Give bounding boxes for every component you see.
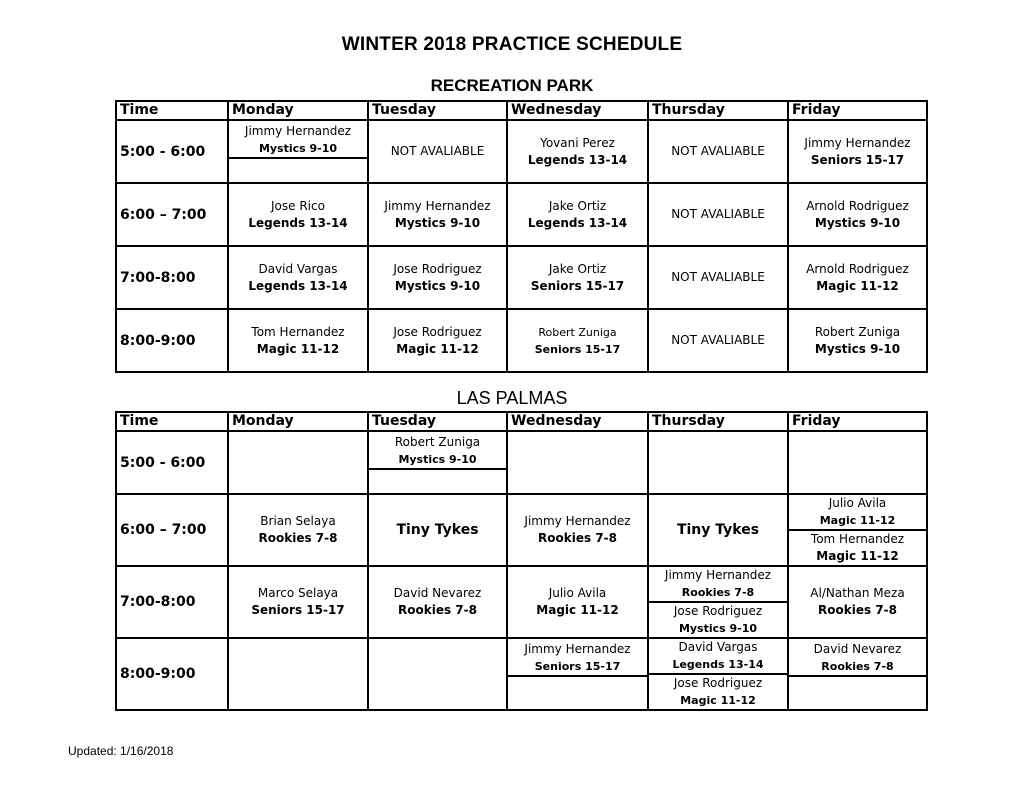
time-slot: 8:00-9:00 — [116, 638, 228, 710]
table-row — [116, 638, 927, 710]
schedule-cell — [368, 120, 507, 183]
coach-name: Jimmy Hernandez — [244, 124, 352, 138]
team-name: Mystics 9-10 — [398, 453, 477, 466]
not-available-label: NOT AVALIABLE — [390, 144, 485, 158]
header-wednesday: Wednesday — [507, 412, 648, 431]
coach-name: Arnold Rodriguez — [806, 198, 909, 213]
coach-name: Jake Ortiz — [548, 261, 607, 276]
not-available-label: NOT AVALIABLE — [671, 144, 765, 158]
schedule-cell — [507, 246, 648, 309]
schedule-cell — [368, 246, 507, 309]
schedule-cell-empty — [228, 431, 368, 494]
time-slot: 5:00 - 6:00 — [116, 431, 228, 494]
schedule-cell-empty — [368, 638, 507, 710]
coach-name: Marco Selaya — [257, 586, 339, 600]
team-name: Seniors 15-17 — [534, 660, 621, 673]
coach-name: Jimmy Hernandez — [524, 642, 631, 656]
coach-name: Robert Zuniga — [814, 324, 901, 339]
coach-name: Tom Hernandez — [810, 532, 905, 546]
schedule-cell-empty — [507, 431, 648, 494]
header-monday: Monday — [228, 101, 368, 120]
schedule-cell — [228, 494, 368, 566]
header-wednesday: Wednesday — [507, 101, 648, 120]
team-name: Rookies 7-8 — [821, 660, 894, 673]
header-friday: Friday — [788, 101, 927, 120]
schedule-cell — [228, 120, 368, 183]
coach-name: Jimmy Hernandez — [804, 135, 911, 150]
team-name: Magic 11-12 — [816, 278, 899, 293]
time-slot: 7:00-8:00 — [116, 246, 228, 309]
schedule-cell — [507, 566, 648, 638]
team-name: Rookies 7-8 — [258, 531, 338, 545]
coach-name: Jose Rodriguez — [393, 324, 482, 339]
recreation-park-title: RECREATION PARK — [430, 76, 594, 95]
team-name: Mystics 9-10 — [814, 215, 901, 230]
team-name: Mystics 9-10 — [258, 142, 338, 155]
coach-name: Jimmy Hernandez — [384, 198, 491, 213]
coach-name: Jake Ortiz — [548, 198, 607, 213]
team-name: Seniors 15-17 — [251, 603, 345, 617]
schedule-cell — [788, 566, 927, 638]
coach-name: David Vargas — [678, 640, 758, 654]
header-monday: Monday — [228, 412, 368, 431]
team-name: Rookies 7-8 — [538, 531, 617, 545]
las-palmas-schedule-table — [115, 411, 928, 711]
schedule-cell — [788, 246, 927, 309]
header-row — [116, 101, 927, 120]
not-available-label: NOT AVALIABLE — [671, 333, 765, 347]
team-name: Magic 11-12 — [256, 341, 340, 356]
team-name: Magic 11-12 — [680, 694, 756, 707]
coach-name: David Vargas — [258, 261, 338, 276]
schedule-cell — [228, 246, 368, 309]
header-friday: Friday — [788, 412, 927, 431]
team-name: Mystics 9-10 — [394, 215, 481, 230]
team-name: Mystics 9-10 — [394, 278, 481, 293]
team-name: Rookies 7-8 — [818, 603, 897, 617]
not-available-label: NOT AVALIABLE — [671, 270, 765, 284]
team-name: Legends 13-14 — [527, 215, 628, 230]
schedule-cell-empty — [648, 431, 788, 494]
team-name: Magic 11-12 — [396, 341, 479, 356]
header-thursday: Thursday — [648, 101, 788, 120]
coach-name: Jose Rodriguez — [673, 676, 763, 690]
team-name: Mystics 9-10 — [814, 341, 901, 356]
schedule-cell — [788, 183, 927, 246]
team-name: Legends 13-14 — [672, 658, 764, 671]
coach-name: Jose Rodriguez — [673, 604, 763, 618]
coach-name: David Nevarez — [393, 586, 482, 600]
page-title: WINTER 2018 PRACTICE SCHEDULE — [341, 34, 683, 55]
team-name: Seniors 15-17 — [530, 278, 625, 293]
table-row — [116, 431, 927, 494]
tiny-tykes-label: Tiny Tykes — [676, 522, 760, 538]
coach-name: Julio Avila — [828, 496, 887, 510]
schedule-cell — [788, 120, 927, 183]
team-name: Legends 13-14 — [248, 278, 348, 293]
team-name: Mystics 9-10 — [678, 622, 758, 635]
schedule-cell — [368, 566, 507, 638]
coach-name: Arnold Rodriguez — [806, 261, 909, 276]
schedule-cell-empty — [228, 638, 368, 710]
header-row — [116, 412, 927, 431]
time-slot: 6:00 – 7:00 — [116, 494, 228, 566]
recreation-park-schedule-table — [115, 100, 928, 373]
table-row — [116, 494, 927, 566]
schedule-cell — [648, 309, 788, 372]
schedule-cell-empty — [788, 431, 927, 494]
schedule-cell — [648, 246, 788, 309]
time-slot: 8:00-9:00 — [116, 309, 228, 372]
coach-name: Jose Rodriguez — [393, 261, 482, 276]
schedule-cell — [368, 431, 507, 494]
coach-name: Julio Avila — [548, 586, 607, 600]
schedule-cell — [648, 494, 788, 566]
coach-name: Tom Hernandez — [251, 324, 345, 339]
header-thursday: Thursday — [648, 412, 788, 431]
header-time: Time — [116, 101, 228, 120]
team-name: Magic 11-12 — [819, 514, 896, 527]
header-time: Time — [116, 412, 228, 431]
coach-name: Robert Zuniga — [394, 435, 481, 449]
table-row — [116, 246, 927, 309]
team-name: Legends 13-14 — [527, 152, 628, 167]
coach-name: Al/Nathan Meza — [810, 586, 905, 600]
header-tuesday: Tuesday — [368, 412, 507, 431]
team-name: Magic 11-12 — [536, 603, 619, 617]
table-row — [116, 183, 927, 246]
schedule-cell — [788, 638, 927, 710]
schedule-cell — [507, 309, 648, 372]
team-name: Seniors 15-17 — [534, 342, 621, 356]
table-row — [116, 309, 927, 372]
coach-name: Jose Rico — [271, 198, 325, 213]
schedule-cell — [368, 183, 507, 246]
las-palmas-title: LAS PALMAS — [456, 388, 568, 408]
team-name: Rookies 7-8 — [681, 586, 755, 599]
team-name: Legends 13-14 — [248, 215, 348, 230]
schedule-cell — [507, 120, 648, 183]
header-tuesday: Tuesday — [368, 101, 507, 120]
coach-name: Jimmy Hernandez — [664, 568, 772, 582]
time-slot: 6:00 – 7:00 — [116, 183, 228, 246]
schedule-cell — [507, 638, 648, 710]
time-slot: 5:00 - 6:00 — [116, 120, 228, 183]
coach-name: David Nevarez — [813, 642, 902, 656]
not-available-label: NOT AVALIABLE — [671, 207, 765, 221]
coach-name: Yovani Perez — [540, 135, 615, 150]
table-row — [116, 566, 927, 638]
schedule-cell — [648, 183, 788, 246]
schedule-cell — [228, 309, 368, 372]
tiny-tykes-label: Tiny Tykes — [396, 522, 479, 538]
table-row — [116, 120, 927, 183]
schedule-cell — [788, 309, 927, 372]
updated-date: Updated: 1/16/2018 — [68, 744, 174, 758]
schedule-cell — [507, 494, 648, 566]
coach-name: Brian Selaya — [260, 514, 336, 528]
time-slot: 7:00-8:00 — [116, 566, 228, 638]
schedule-cell — [368, 309, 507, 372]
schedule-cell-split — [648, 566, 788, 638]
schedule-cell-split — [788, 494, 927, 566]
schedule-cell — [368, 494, 507, 566]
team-name: Magic 11-12 — [816, 549, 899, 563]
schedule-cell-split — [648, 638, 788, 710]
team-name: Seniors 15-17 — [810, 152, 905, 167]
schedule-cell — [648, 120, 788, 183]
coach-name: Robert Zuniga — [538, 325, 617, 339]
coach-name: Jimmy Hernandez — [524, 514, 631, 528]
schedule-cell — [228, 566, 368, 638]
team-name: Rookies 7-8 — [398, 603, 477, 617]
schedule-cell — [228, 183, 368, 246]
schedule-cell — [507, 183, 648, 246]
